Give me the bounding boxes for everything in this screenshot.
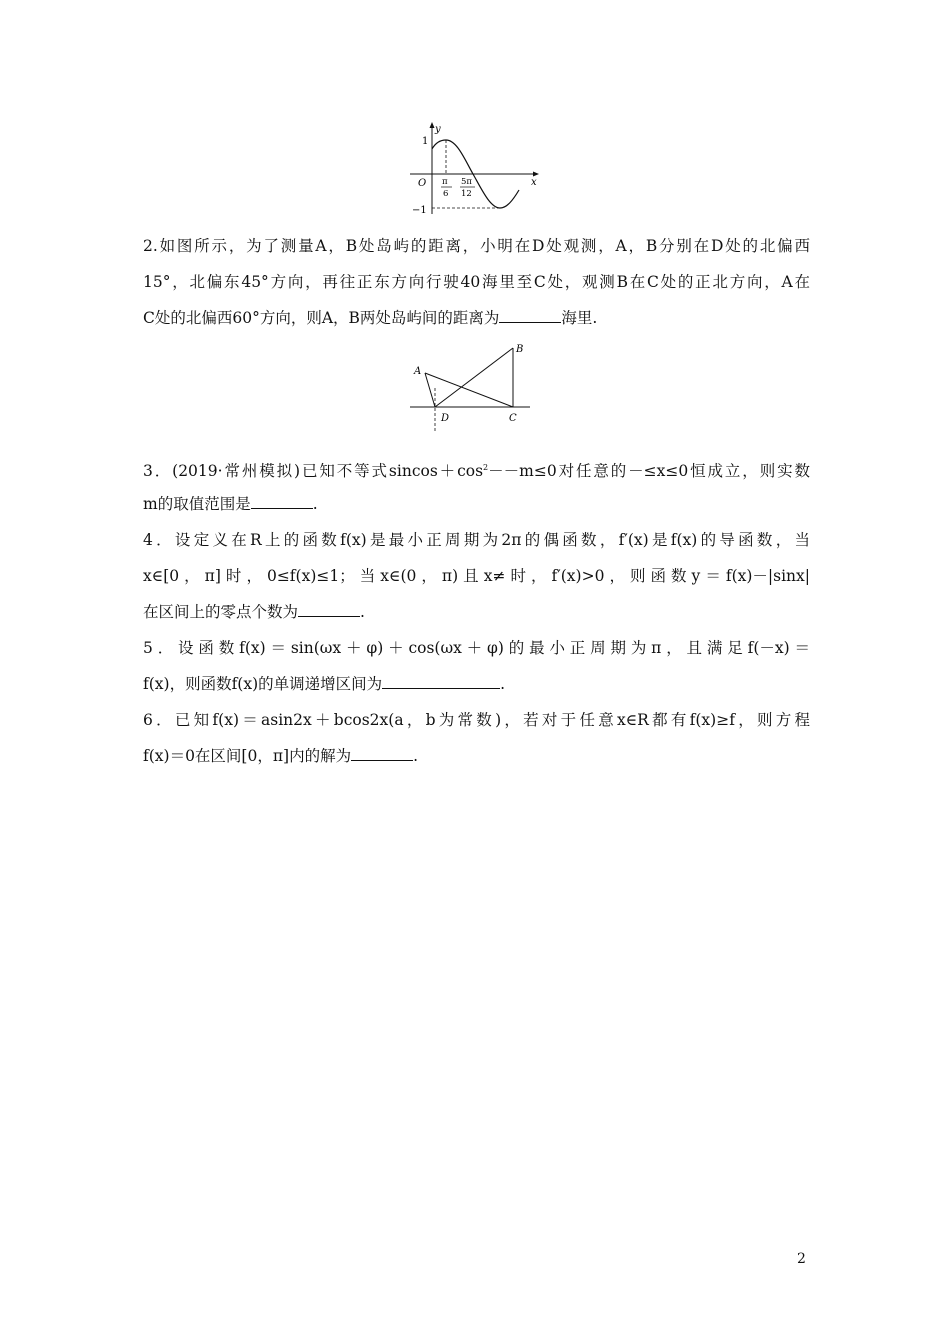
question-2-line-2: 15°，北偏东45°方向，再往正东方向行驶40海里至C处，观测B在C处的正北方向，A在 <box>143 273 810 291</box>
question-4-tail: . <box>360 603 365 621</box>
x-axis-arrow <box>533 172 539 177</box>
question-5-line-1: 5．设函数f(x)＝sin(ωx＋φ)＋cos(ωx＋φ)的最小正周期为π，且满足f(－x)＝ <box>143 639 810 657</box>
page-number: 2 <box>797 1251 806 1267</box>
question-3-text-c: m的取值范围是 <box>143 495 251 513</box>
question-2-text: C处的北偏西60°方向，则A，B两处岛屿间的距离为 <box>143 309 500 327</box>
segment-AC <box>425 373 513 407</box>
question-4 <box>143 522 810 630</box>
answer-blank <box>351 746 413 761</box>
answer-blank <box>382 674 500 689</box>
label-D: D <box>441 413 450 424</box>
question-6-line-1: 6．已知f(x)＝asin2x＋bcos2x(a，b为常数)，若对于任意x∈R都有f(x)≥f，则方程 <box>143 711 810 729</box>
question-4-line-1: 4．设定义在R上的函数f(x)是最小正周期为2π的偶函数，f′(x)是f(x)的导函数，当 <box>143 531 810 549</box>
question-6 <box>143 702 810 774</box>
question-5 <box>143 630 810 702</box>
y-axis-arrow <box>430 122 435 128</box>
answer-blank <box>298 602 360 617</box>
question-6-line-2 <box>143 738 810 774</box>
label-C: C <box>509 413 517 424</box>
question-5-line-2 <box>143 666 810 702</box>
y-axis-label: y <box>435 124 441 135</box>
question-5-text: f(x)，则函数f(x)的单调递增区间为 <box>143 675 383 693</box>
question-3-text-b: －－m≤0对任意的－≤x≤0恒成立，则实数 <box>488 462 810 481</box>
segment-AD <box>425 373 435 407</box>
origin-label: O <box>418 178 427 189</box>
label-B: B <box>516 344 524 355</box>
tick-5pi-12-num: 5π <box>461 177 472 187</box>
y-tick-bottom: −1 <box>412 205 427 216</box>
question-5-tail: . <box>500 675 506 693</box>
segment-DB <box>435 348 513 407</box>
x-axis-label: x <box>531 177 537 188</box>
superscript: 2 <box>483 463 489 472</box>
question-3-tail: . <box>312 495 318 513</box>
question-2-tail: 海里. <box>561 309 598 327</box>
question-4-line-3 <box>143 594 810 630</box>
island-triangle-figure <box>405 340 540 435</box>
question-6-text: f(x)＝0在区间[0，π]内的解为 <box>143 747 352 765</box>
y-tick-top: 1 <box>422 136 429 147</box>
question-2-line-3 <box>143 300 810 336</box>
sine-graph-figure <box>405 118 545 218</box>
label-A: A <box>414 366 422 377</box>
question-3 <box>143 450 810 522</box>
answer-blank <box>499 308 561 323</box>
question-3-line-2 <box>143 486 810 522</box>
tick-pi-6-num: π <box>442 177 448 187</box>
question-3-text-a: 3．(2019·常州模拟)已知不等式sincos＋cos <box>143 462 484 481</box>
answer-blank <box>251 494 313 509</box>
question-4-text: 在区间上的零点个数为 <box>143 603 299 621</box>
tick-5pi-12-den: 12 <box>461 189 472 199</box>
question-4-line-2: x∈[0，π]时，0≤f(x)≤1；当x∈(0，π)且x≠时，f′(x)>0，则函数y＝f(x)－|sinx| <box>143 567 810 585</box>
question-2-line-1: 2.如图所示，为了测量A，B处岛屿的距离，小明在D处观测，A，B分别在D处的北偏西 <box>143 237 810 255</box>
question-3-line-1 <box>143 450 810 486</box>
tick-pi-6-den: 6 <box>443 189 449 199</box>
question-2 <box>143 228 810 336</box>
question-6-tail: . <box>413 747 419 765</box>
